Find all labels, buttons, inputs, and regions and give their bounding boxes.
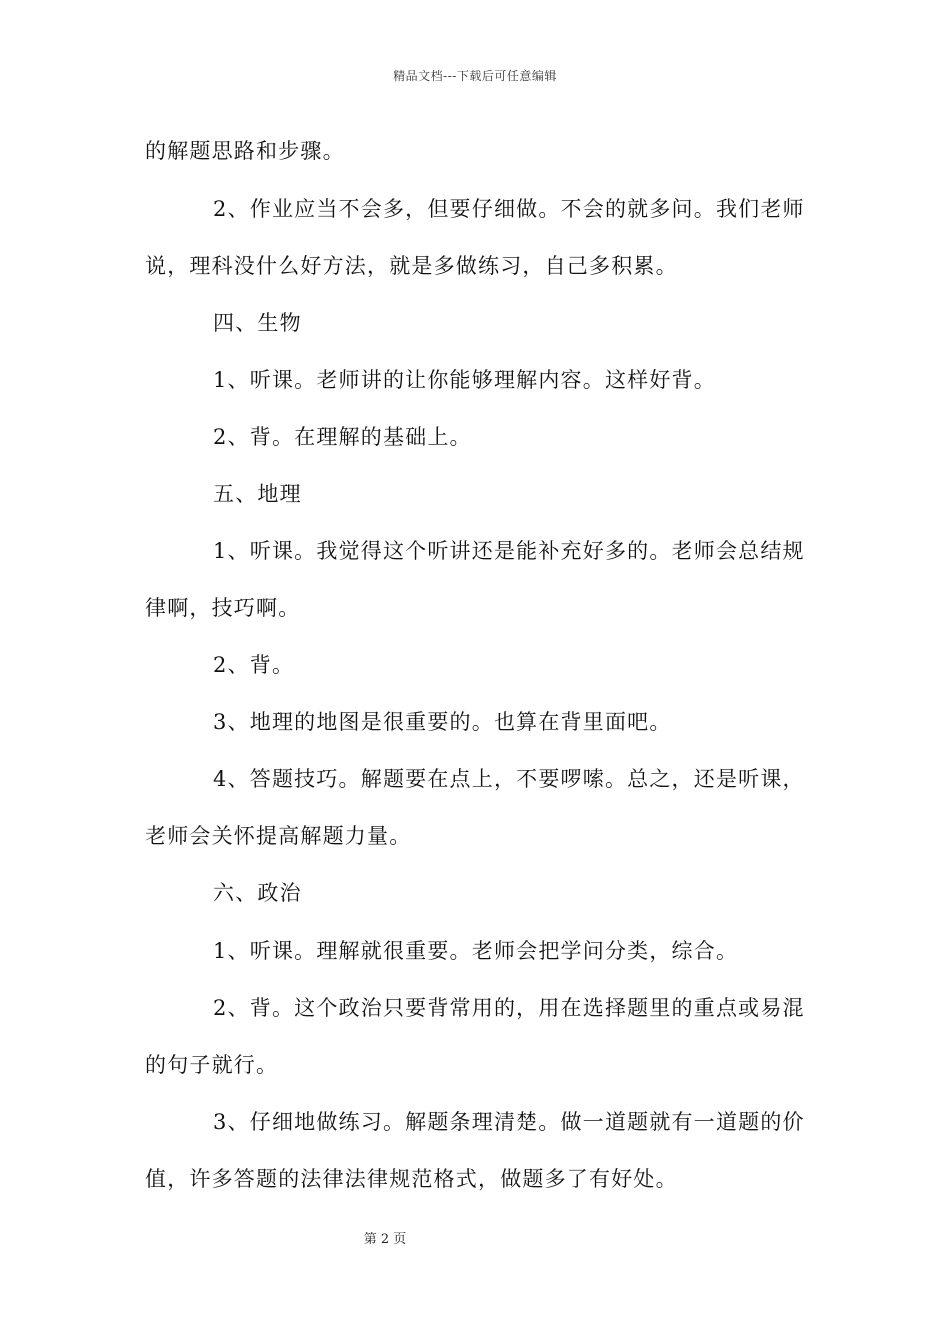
- section-heading: 四、生物: [213, 311, 302, 335]
- paragraph-line: 2、背。在理解的基础上。: [213, 425, 472, 449]
- page-number: 第 2 页: [363, 1232, 407, 1247]
- section-heading: 六、政治: [213, 881, 302, 905]
- page-header: 精品文档---下载后可任意编辑: [393, 69, 557, 83]
- paragraph-line: 2、背。: [213, 653, 295, 677]
- paragraph-line: 1、听课。理解就很重要。老师会把学问分类，综合。: [213, 939, 739, 963]
- paragraph-line: 的解题思路和步骤。: [145, 139, 345, 163]
- paragraph-line: 3、仔细地做练习。解题条理清楚。做一道题就有一道题的价: [213, 1110, 805, 1134]
- paragraph-line: 1、听课。我觉得这个听讲还是能补充好多的。老师会总结规: [213, 539, 805, 563]
- paragraph-line: 2、作业应当不会多，但要仔细做。不会的就多问。我们老师: [213, 197, 805, 221]
- paragraph-line: 说，理科没什么好方法，就是多做练习，自己多积累。: [145, 254, 678, 278]
- paragraph-line: 律啊，技巧啊。: [145, 596, 301, 620]
- paragraph-line: 3、地理的地图是很重要的。也算在背里面吧。: [213, 710, 672, 734]
- paragraph-line: 1、听课。老师讲的让你能够理解内容。这样好背。: [213, 368, 716, 392]
- paragraph-line: 值，许多答题的法律法律规范格式，做题多了有好处。: [145, 1167, 678, 1191]
- paragraph-line: 老师会关怀提高解题力量。: [145, 824, 412, 848]
- paragraph-line: 的句子就行。: [145, 1053, 279, 1077]
- paragraph-line: 4、答题技巧。解题要在点上，不要啰嗦。总之，还是听课，: [213, 767, 805, 791]
- section-heading: 五、地理: [213, 482, 302, 506]
- paragraph-line: 2、背。这个政治只要背常用的，用在选择题里的重点或易混: [213, 996, 805, 1020]
